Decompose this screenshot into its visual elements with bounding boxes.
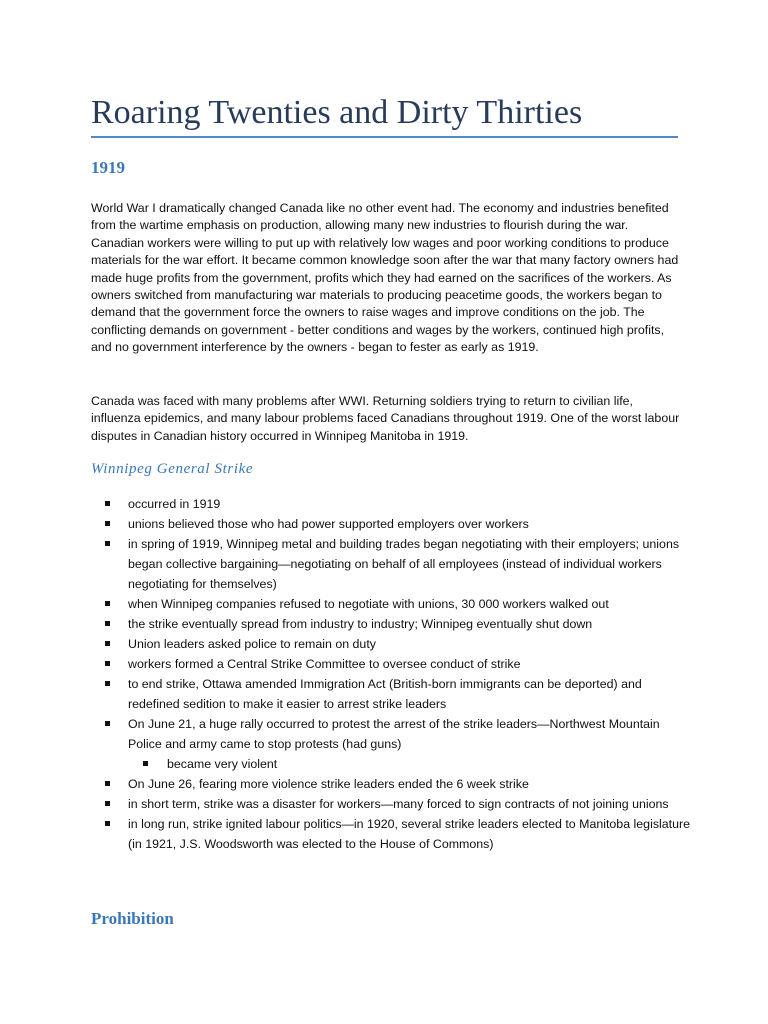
list-item-text: occurred in 1919: [128, 497, 221, 511]
list-item: [91, 614, 691, 634]
bullet-square-icon: [105, 681, 110, 686]
bullet-square-icon: [105, 721, 110, 726]
list-item: [91, 514, 691, 534]
list-item-text: in long run, strike ignited labour politics—in 1920, several strike leaders elected to Manitoba legislature (in 1921, J.S. Woodsworth was elected to the House of Commons): [128, 817, 691, 851]
list-item: [91, 774, 691, 794]
section-heading-prohibition: Prohibition: [91, 909, 174, 928]
list-item-text: Union leaders asked police to remain on duty: [128, 637, 376, 651]
list-item: [91, 534, 691, 594]
paragraph-wwi-impact: World War I dramatically changed Canada like no other event had. The economy and industries benefited from the wartime emphasis on production, allowing many new industries to flourish during the war. Canadian workers were willing to put up with relatively low wages and poor working conditions to produce materials for the war effort. It became common knowledge soon after the war that many factory owners had made huge profits from the government, profits which they had earned on the sacrifices of the workers. As owners switched from manufacturing war materials to producing peacetime goods, the workers began to demand that the government force the owners to raise wages and improve conditions on the job. The conflicting demands on government - better conditions and wages by the workers, continued high profits, and no government interference by the owners - began to fester as early as 1919.: [91, 201, 679, 355]
list-item-text: On June 21, a huge rally occurred to protest the arrest of the strike leaders—Northwest Mountain Police and army came to stop protests (had guns): [128, 717, 660, 751]
bullet-square-icon: [105, 601, 110, 606]
bullet-square-icon: [105, 801, 110, 806]
list-item: [91, 794, 691, 814]
list-item: [91, 634, 691, 654]
list-item-text: to end strike, Ottawa amended Immigration Act (British-born immigrants can be deported) and redefined sedition to make it easier to arrest strike leaders: [128, 677, 642, 711]
list-item-text: in spring of 1919, Winnipeg metal and building trades began negotiating with their employers; unions began collective bargaining—negotiating on behalf of all employees (instead of individual workers negotiating for themselves): [128, 537, 680, 591]
list-item: [91, 654, 691, 674]
bullet-square-icon: [105, 661, 110, 666]
list-item: [91, 674, 691, 714]
list-item-text: when Winnipeg companies refused to negotiate with unions, 30 000 workers walked out: [128, 597, 609, 611]
list-item: [91, 594, 691, 614]
list-item-text: the strike eventually spread from industry to industry; Winnipeg eventually shut down: [128, 617, 593, 631]
list-item: [91, 814, 691, 854]
list-item-nested: [91, 754, 691, 774]
bullet-square-icon: [105, 501, 110, 506]
title-underline-rule: [91, 136, 678, 138]
bullet-square-icon: [105, 621, 110, 626]
list-item-text: became very violent: [167, 757, 278, 771]
strike-bullet-list: [91, 494, 691, 854]
list-item-text: in short term, strike was a disaster for workers—many forced to sign contracts of not joining unions: [128, 797, 669, 811]
list-item-text: workers formed a Central Strike Committee to oversee conduct of strike: [128, 657, 521, 671]
subheading-winnipeg-strike: Winnipeg General Strike: [91, 461, 254, 477]
list-item-text: unions believed those who had power supported employers over workers: [128, 517, 529, 531]
document-title: Roaring Twenties and Dirty Thirties: [91, 94, 583, 131]
bullet-square-icon: [143, 761, 148, 766]
bullet-square-icon: [105, 821, 110, 826]
bullet-square-icon: [105, 521, 110, 526]
section-heading-1919: 1919: [91, 158, 125, 177]
bullet-square-icon: [105, 541, 110, 546]
list-item: [91, 494, 691, 514]
paragraph-postwar-problems: Canada was faced with many problems after WWI. Returning soldiers trying to return to civilian life, influenza epidemics, and many labour problems faced Canadians throughout 1919. One of the worst labour disputes in Canadian history occurred in Winnipeg Manitoba in 1919.: [91, 394, 680, 443]
list-item-text: On June 26, fearing more violence strike leaders ended the 6 week strike: [128, 777, 529, 791]
bullet-square-icon: [105, 781, 110, 786]
list-item: [91, 714, 691, 754]
bullet-square-icon: [105, 641, 110, 646]
